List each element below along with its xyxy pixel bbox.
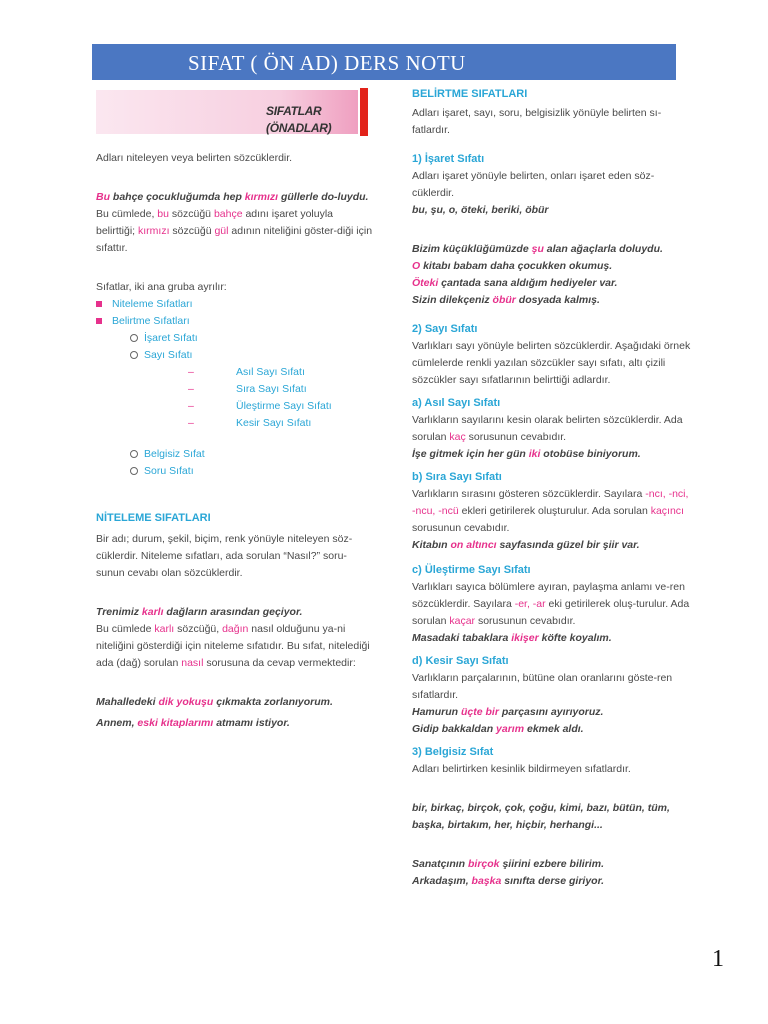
sira-text: Varlıkların sırasını gösteren sözcüklerdir. Sayılara -ncı, -nci, -ncu, -ncü ekleri getirilerek oluşturulur. Ada sorulan kaçıncı sorusunun cevabıdır. — [412, 488, 689, 534]
isaret-words: bu, şu, o, öteki, beriki, öbür — [412, 204, 549, 216]
isaret-heading: 1) İşaret Sıfatı — [412, 153, 485, 165]
asil-text: Varlıkların sayılarını kesin olarak belirten sözcüklerdir. Ada sorulan kaç sorusunun cevabıdır. — [412, 414, 683, 443]
sayi-heading: 2) Sayı Sıfatı — [412, 323, 478, 335]
subgroup-item: Belgisiz Sıfat — [96, 446, 374, 463]
belgisiz-heading: 3) Belgisiz Sıfat — [412, 746, 494, 758]
page-banner — [92, 44, 676, 80]
example-sentence: Bu bahçe çocukluğumda hep kırmızı güllerle do-luydu. — [96, 191, 369, 203]
banner-title: SIFAT ( ÖN AD) DERS NOTU — [188, 51, 466, 75]
right-column — [412, 86, 694, 890]
example-sentence: Masadaki tabaklara ikişer köfte koyalım. — [412, 632, 612, 644]
sayi-text: Varlıkları sayı yönüyle belirten sözcüklerdir. Aşağıdaki örnek cümlelerde renkli yazılan sözcükler sayı sıfatı, altı çizili sözcükler sayı sıfatlarının belirttiği adlardır. — [412, 340, 691, 386]
example-sentence: Sanatçının birçok şiirini ezbere bilirim. — [412, 858, 604, 870]
belirtme-text: Adları işaret, sayı, soru, belgisizlik yönüyle belirten sı-fatlardır. — [412, 107, 662, 136]
group-item: Belirtme Sıfatları — [96, 313, 374, 330]
example-sentence: Arkadaşım, başka sınıfta derse giriyor. — [412, 875, 605, 887]
sayi-subtype: – Kesir Sayı Sıfatı — [188, 417, 312, 429]
example-explanation: Bu cümlede karlı sözcüğü, dağın nasıl olduğunu ya-ni niteliğini gösterdiği için niteleme sıfatıdır. Bu sıfat, nitelediği ada (dağ) sorulan nasıl sorusuna da cevap vermektedir: — [96, 623, 370, 669]
sira-heading: b) Sıra Sayı Sıfatı — [412, 471, 502, 483]
example-sentence: Öteki çantada sana aldığım hediyeler var. — [412, 277, 618, 289]
isaret-text: Adları işaret yönüyle belirten, onları işaret eden söz-cüklerdir. — [412, 170, 655, 199]
subgroup-item: Sayı Sıfatı — [96, 347, 374, 364]
niteleme-text: Bir adı; durum, şekil, biçim, renk yönüyle niteleyen söz-cüklerdir. Niteleme sıfatları, ada sorulan “Nasıl?” soru-sunun cevabı olan sözcüklerdir. — [96, 533, 353, 579]
example-sentence: İşe gitmek için her gün iki otobüse biniyorum. — [412, 448, 641, 460]
section-header-label: SIFATLAR (ÖNADLAR) — [266, 104, 332, 135]
sayi-subtype: – Asıl Sayı Sıfatı — [188, 366, 305, 378]
subgroup-item: İşaret Sıfatı — [96, 330, 374, 347]
ules-text: Varlıkları sayıca bölümlere ayıran, paylaşma anlamı ve-ren sözcüklerdir. Sayılara -er, -ar eki getirilerek oluş-turulur. Ada sorulan kaçar sorusunun cevabıdır. — [412, 581, 690, 627]
belgisiz-text: Adları belirtirken kesinlik bildirmeyen sıfatlardır. — [412, 763, 631, 775]
example-sentence: Hamurun üçte bir parçasını ayırıyoruz. — [412, 706, 604, 718]
groups-intro: Sıfatlar, iki ana gruba ayrılır: — [96, 281, 227, 293]
sayi-subtype: – Sıra Sayı Sıfatı — [188, 383, 307, 395]
page-number: 1 — [712, 946, 724, 972]
example-sentence: O kitabı babam daha çocukken okumuş. — [412, 260, 613, 272]
example-sentence: Gidip bakkaldan yarım ekmek aldı. — [412, 723, 584, 735]
example-sentence: Mahalledeki dik yokuşu çıkmakta zorlanıyorum. — [96, 696, 333, 708]
subgroup-item: Soru Sıfatı — [96, 463, 374, 480]
section-header-graphic — [96, 88, 374, 136]
niteleme-heading: NİTELEME SIFATLARI — [96, 512, 211, 524]
belirtme-heading: BELİRTME SIFATLARI — [412, 88, 528, 100]
kesir-text: Varlıkların parçalarının, bütüne olan oranlarını göste-ren sıfatlardır. — [412, 672, 673, 701]
example-sentence: Sizin dilekçeniz öbür dosyada kalmış. — [412, 294, 600, 306]
example-sentence: Kitabın on altıncı sayfasında güzel bir şiir var. — [412, 539, 640, 551]
intro-text: Adları niteleyen veya belirten sözcüklerdir. — [96, 152, 293, 164]
example-sentence: Trenimiz karlı dağların arasından geçiyor. — [96, 606, 303, 618]
kesir-heading: d) Kesir Sayı Sıfatı — [412, 655, 509, 667]
group-item: Niteleme Sıfatları — [96, 296, 374, 313]
belgisiz-words: bir, birkaç, birçok, çok, çoğu, kimi, bazı, bütün, tüm, başka, birtakım, her, hiçbir, herhangi... — [412, 802, 670, 831]
left-column — [96, 88, 374, 732]
example-explanation: Bu cümlede, bu sözcüğü bahçe adını işaret yoluyla belirttiği; kırmızı sözcüğü gül adının niteliğini göster-diği için sıfattır. — [96, 208, 373, 254]
ules-heading: c) Üleştirme Sayı Sıfatı — [412, 564, 531, 576]
sayi-subtype: – Üleştirme Sayı Sıfatı — [188, 400, 332, 412]
asil-heading: a) Asıl Sayı Sıfatı — [412, 397, 501, 409]
example-sentence: Annem, eski kitaplarımı atmamı istiyor. — [96, 717, 290, 729]
example-sentence: Bizim küçüklüğümüzde şu alan ağaçlarla doluydu. — [412, 243, 663, 255]
